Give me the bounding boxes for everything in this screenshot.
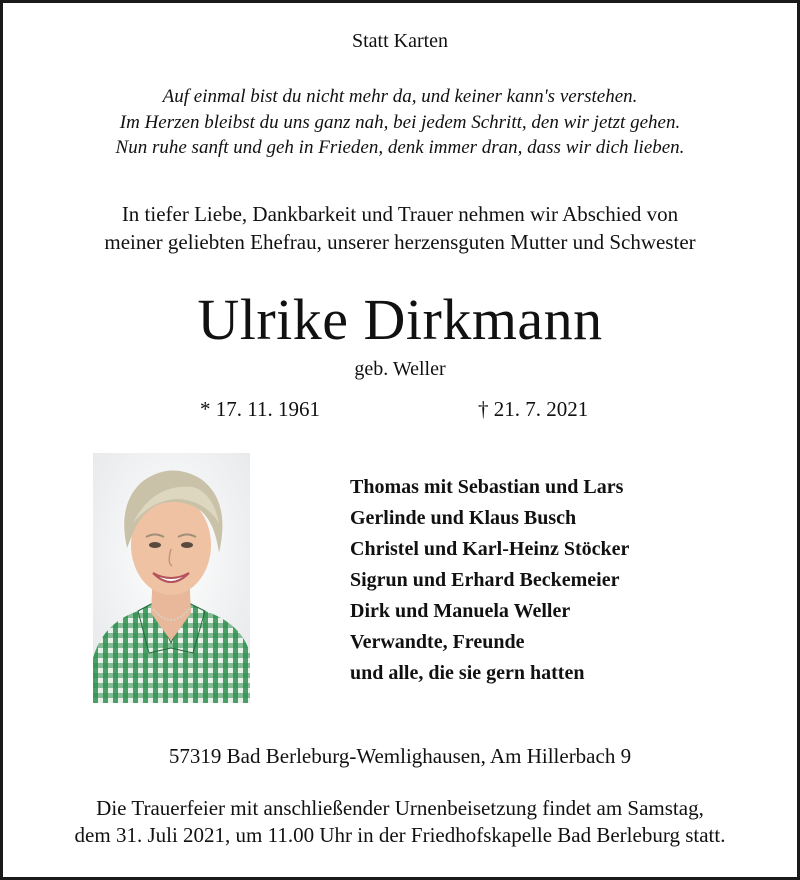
mourners-list <box>350 472 629 689</box>
list-item: Dirk und Manuela Weller <box>350 600 571 622</box>
deceased-name: Ulrike Dirkmann <box>197 287 603 352</box>
poem-line: Nun ruhe sanft und geh in Frieden, denk immer dran, dass wir dich lieben. <box>115 137 685 158</box>
address: 57319 Bad Berleburg-Wemlighausen, Am Hillerbach 9 <box>168 744 632 768</box>
list-item: Sigrun und Erhard Beckemeier <box>350 569 620 591</box>
poem-line: Auf einmal bist du nicht mehr da, und keiner kann's verstehen. <box>162 86 638 107</box>
header-text: Statt Karten <box>351 30 449 52</box>
intro-text <box>0 200 800 256</box>
list-item: Gerlinde und Klaus Busch <box>350 507 577 529</box>
funeral-info <box>0 795 800 849</box>
list-item: Thomas mit Sebastian und Lars <box>350 476 624 498</box>
funeral-line: dem 31. Juli 2021, um 11.00 Uhr in der Friedhofskapelle Bad Berleburg statt. <box>74 823 726 847</box>
list-item: Verwandte, Freunde <box>350 631 525 653</box>
death-date: † 21. 7. 2021 <box>478 397 589 421</box>
birth-date: * 17. 11. 1961 <box>200 397 320 421</box>
list-item: und alle, die sie gern hatten <box>350 662 585 684</box>
list-item: Christel und Karl-Heinz Stöcker <box>350 538 630 560</box>
maiden-name: geb. Weller <box>354 358 446 380</box>
poem-line: Im Herzen bleibst du uns ganz nah, bei jedem Schritt, den wir jetzt gehen. <box>119 111 681 133</box>
portrait-photo <box>93 453 250 703</box>
intro-line: meiner geliebten Ehefrau, unserer herzensguten Mutter und Schwester <box>104 230 696 254</box>
funeral-line: Die Trauerfeier mit anschließender Urnenbeisetzung findet am Samstag, <box>96 796 704 820</box>
intro-line: In tiefer Liebe, Dankbarkeit und Trauer nehmen wir Abschied von <box>121 202 679 226</box>
poem <box>0 84 800 161</box>
